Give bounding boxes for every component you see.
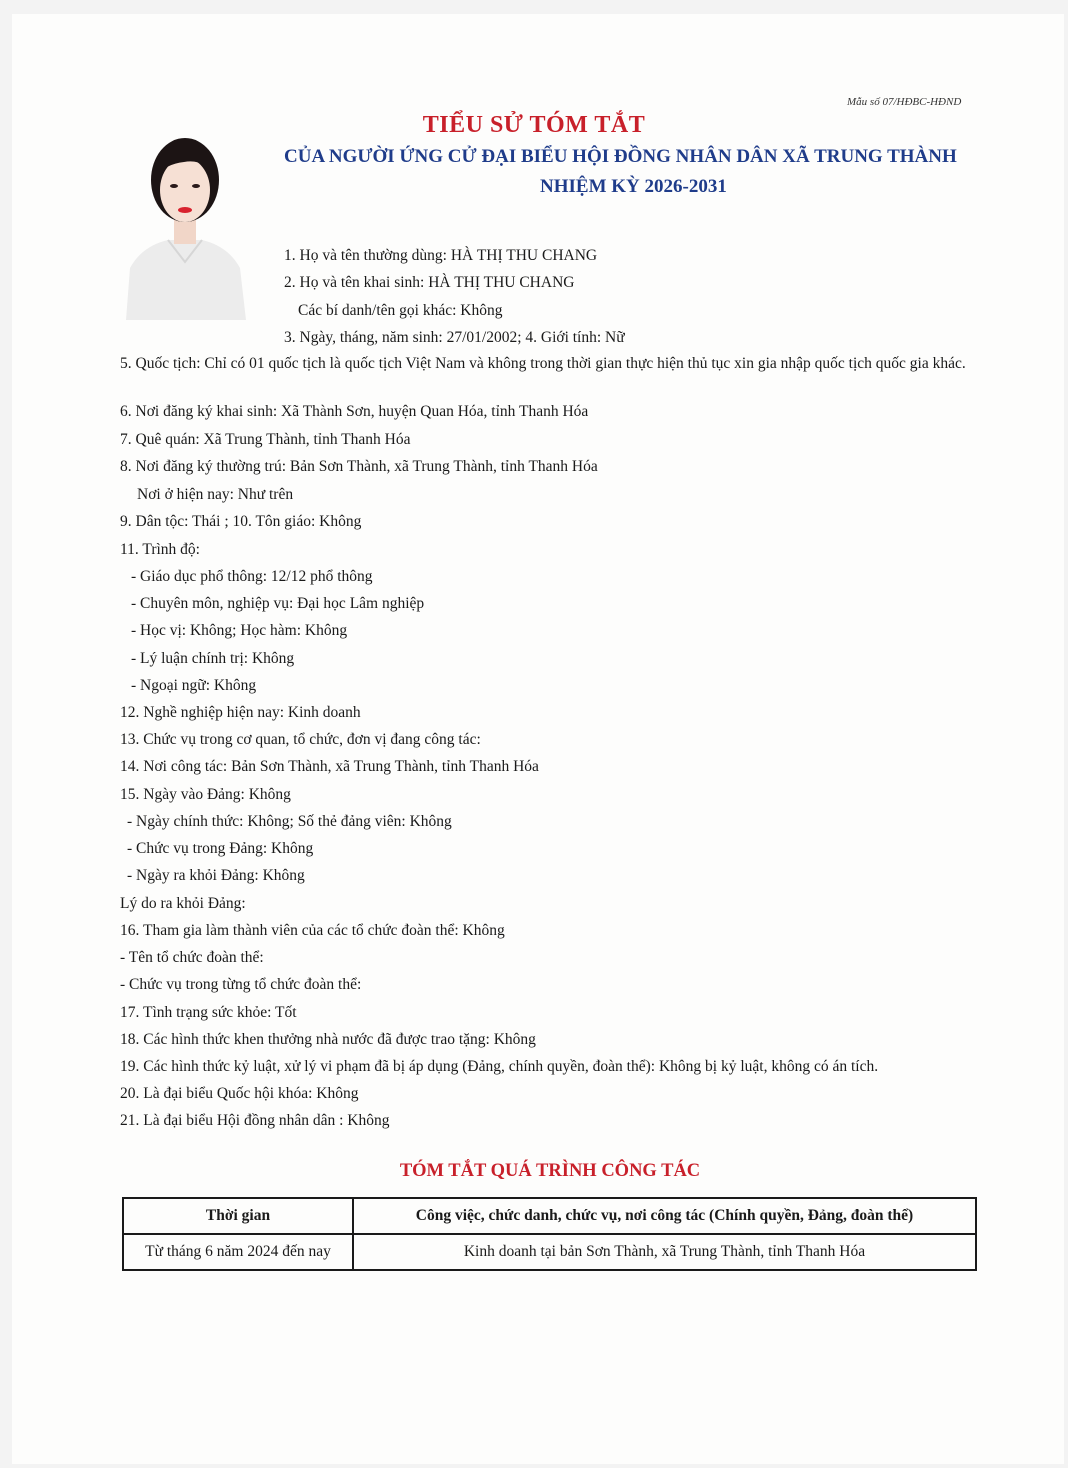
field-workplace: 14. Nơi công tác: Bản Sơn Thành, xã Trung Thành, tỉnh Thanh Hóa	[120, 758, 539, 775]
field-nationality: 5. Quốc tịch: Chỉ có 01 quốc tịch là quốc tịch Việt Nam và không trong thời gian thực hiện thủ tục xin gia nhập quốc tịch quốc gia khác.	[120, 355, 966, 372]
field-party-position: - Chức vụ trong Đảng: Không	[127, 840, 314, 857]
field-foreign-language: - Ngoại ngữ: Không	[131, 677, 257, 694]
field-party-official: - Ngày chính thức: Không; Số thẻ đảng viên: Không	[127, 813, 452, 830]
field-peoples-council: 21. Là đại biểu Hội đồng nhân dân : Không	[120, 1112, 390, 1129]
work-history-title: TÓM TẮT QUÁ TRÌNH CÔNG TÁC	[399, 1161, 701, 1181]
document-subtitle: CỦA NGƯỜI ỨNG CỬ ĐẠI BIỂU HỘI ĐỒNG NHÂN DÂN XÃ TRUNG THÀNH	[284, 146, 957, 167]
column-header-description: Công việc, chức danh, chức vụ, nơi công tác (Chính quyền, Đảng, đoàn thể)	[353, 1198, 976, 1234]
field-organization-name: - Tên tổ chức đoàn thể:	[120, 949, 264, 966]
field-education-heading: 11. Trình độ:	[120, 541, 200, 558]
field-occupation: 12. Nghề nghiệp hiện nay: Kinh doanh	[120, 704, 361, 721]
field-ethnicity-religion: 9. Dân tộc: Thái ; 10. Tôn giáo: Không	[120, 513, 362, 530]
document-title: TIỂU SỬ TÓM TẮT	[422, 112, 646, 138]
field-health: 17. Tình trạng sức khỏe: Tốt	[120, 1004, 297, 1021]
field-organization-position: - Chức vụ trong từng tổ chức đoàn thể:	[120, 976, 362, 993]
field-party-exit-date: - Ngày ra khỏi Đảng: Không	[127, 867, 305, 884]
cell-description: Kinh doanh tại bản Sơn Thành, xã Trung Thành, tỉnh Thanh Hóa	[353, 1234, 976, 1270]
portrait-photo	[122, 128, 248, 320]
field-party-entry: 15. Ngày vào Đảng: Không	[120, 786, 291, 803]
field-degree: - Học vị: Không; Học hàm: Không	[131, 622, 348, 639]
field-specialty: - Chuyên môn, nghiệp vụ: Đại học Lâm nghiệp	[131, 595, 425, 612]
field-national-assembly: 20. Là đại biểu Quốc hội khóa: Không	[120, 1085, 359, 1102]
field-birthdate-gender: 3. Ngày, tháng, năm sinh: 27/01/2002; 4. Giới tính: Nữ	[284, 329, 625, 346]
field-political-theory: - Lý luận chính trị: Không	[131, 650, 295, 667]
field-aliases: Các bí danh/tên gọi khác: Không	[298, 302, 503, 319]
term-heading: NHIỆM KỲ 2026-2031	[540, 176, 727, 197]
column-header-time: Thời gian	[123, 1198, 353, 1234]
field-party-exit-reason: Lý do ra khỏi Đảng:	[120, 895, 246, 912]
table-header-row	[123, 1198, 976, 1234]
field-common-name: 1. Họ và tên thường dùng: HÀ THỊ THU CHANG	[284, 247, 598, 264]
field-birth-name: 2. Họ và tên khai sinh: HÀ THỊ THU CHANG	[284, 274, 575, 291]
field-general-education: - Giáo dục phổ thông: 12/12 phổ thông	[131, 568, 373, 585]
field-birth-registration: 6. Nơi đăng ký khai sinh: Xã Thành Sơn, huyện Quan Hóa, tỉnh Thanh Hóa	[120, 403, 589, 420]
table-row	[123, 1234, 976, 1270]
field-organizations: 16. Tham gia làm thành viên của các tổ chức đoàn thể: Không	[120, 922, 505, 939]
field-permanent-residence: 8. Nơi đăng ký thường trú: Bản Sơn Thành, xã Trung Thành, tỉnh Thanh Hóa	[120, 458, 598, 475]
field-awards: 18. Các hình thức khen thưởng nhà nước đã được trao tặng: Không	[120, 1031, 536, 1048]
cell-time: Từ tháng 6 năm 2024 đến nay	[123, 1234, 353, 1270]
field-discipline: 19. Các hình thức kỷ luật, xử lý vi phạm đã bị áp dụng (Đảng, chính quyền, đoàn thể): Không bị kỷ luật, không có án tích.	[120, 1058, 879, 1075]
form-code: Mẫu số 07/HĐBC-HĐND	[847, 96, 962, 108]
field-hometown: 7. Quê quán: Xã Trung Thành, tỉnh Thanh Hóa	[120, 431, 411, 448]
work-history-table	[122, 1197, 977, 1271]
field-current-residence: Nơi ở hiện nay: Như trên	[137, 486, 294, 503]
field-position: 13. Chức vụ trong cơ quan, tổ chức, đơn vị đang công tác:	[120, 731, 481, 748]
